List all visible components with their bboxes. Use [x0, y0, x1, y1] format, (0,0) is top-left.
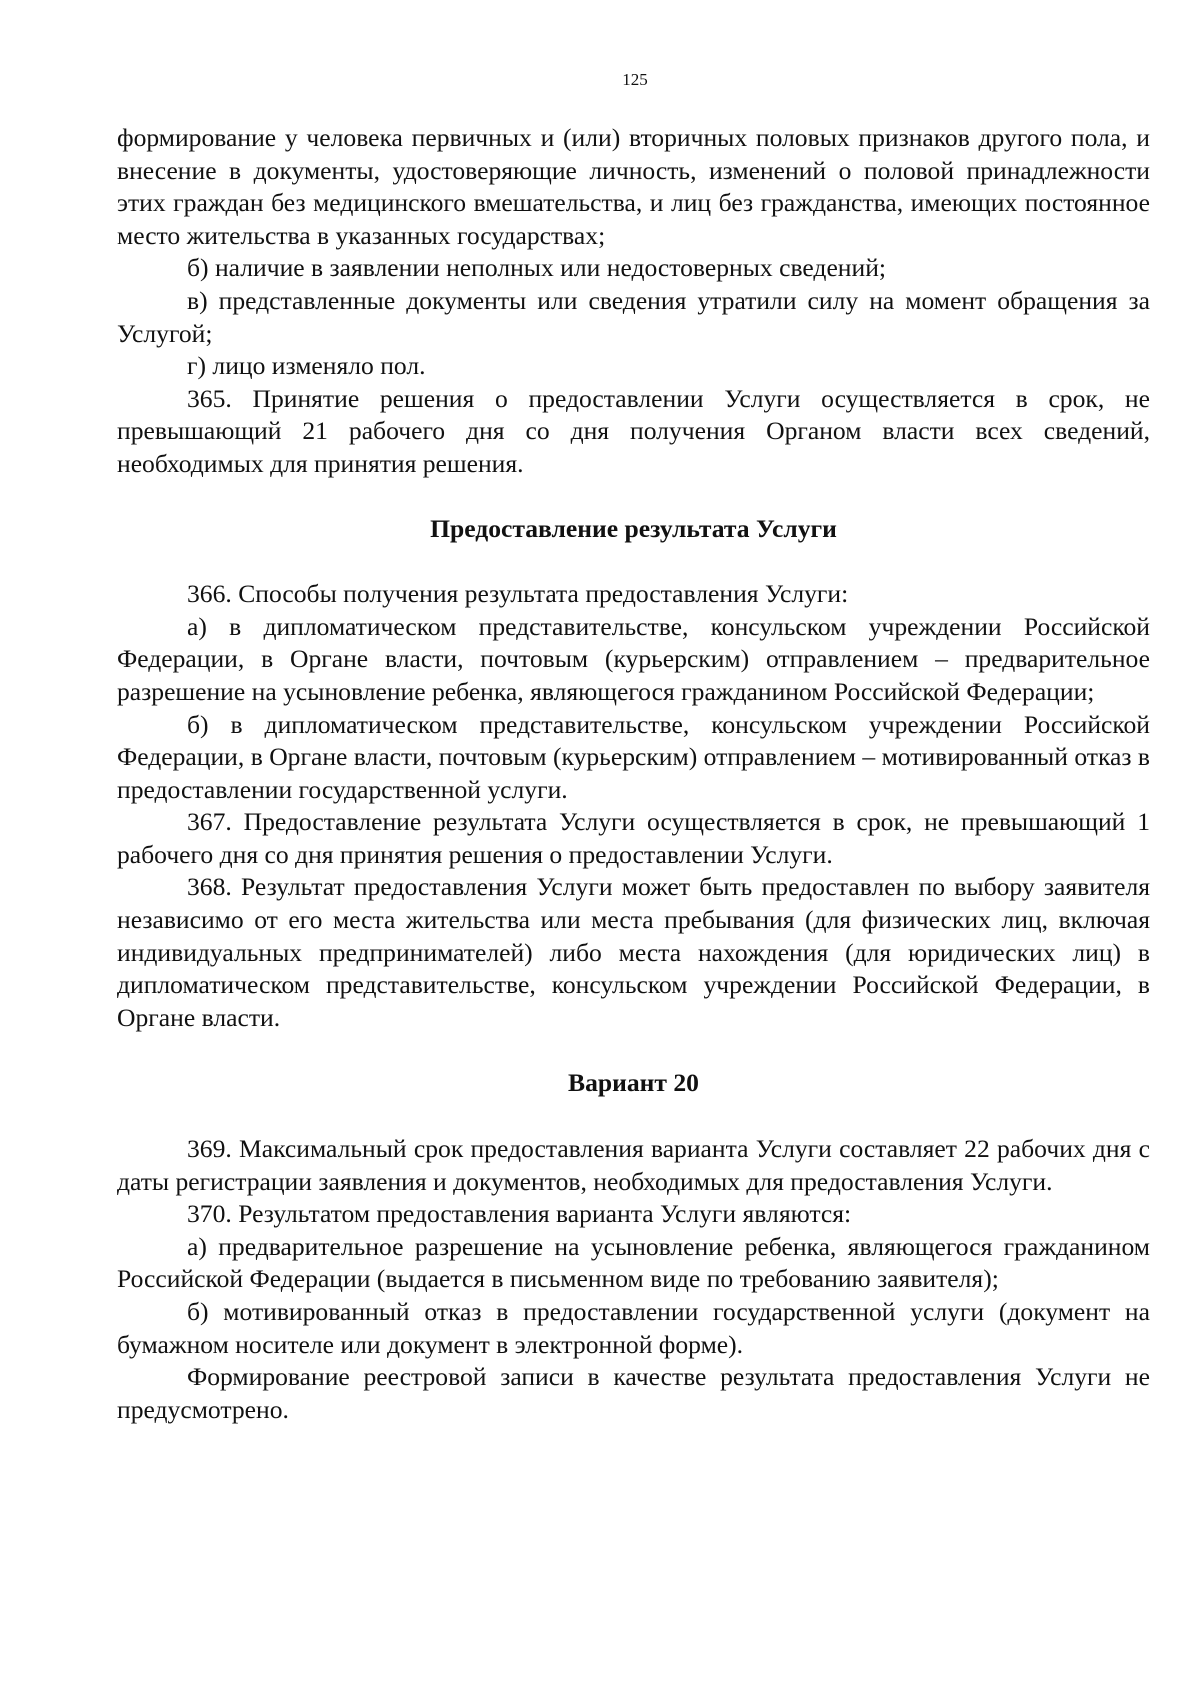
paragraph-registry-record: Формирование реестровой записи в качестве результата предоставления Услуги не предусмотрено.: [117, 1362, 1150, 1424]
paragraph-366-a: а) в дипломатическом представительстве, консульском учреждении Российской Федерации, в Органе власти, почтовым (курьерским) отправлением – предварительное разрешение на усыновление ребенка, являющегося гражданином Российской Федерации;: [117, 611, 1150, 706]
paragraph-366: 366. Способы получения результата предоставления Услуги:: [187, 579, 849, 609]
paragraph-item-v: в) представленные документы или сведения утратили силу на момент обращения за Услугой;: [117, 285, 1150, 348]
paragraph-365: 365. Принятие решения о предоставлении Услуги осуществляется в срок, не превышающий 21 рабочего дня со дня получения Органом власти всех сведений, необходимых для принятия решения.: [117, 383, 1150, 478]
paragraph-369: 369. Максимальный срок предоставления варианта Услуги составляет 22 рабочих дня с даты регистрации заявления и документов, необходимых для предоставления Услуги.: [117, 1134, 1150, 1196]
paragraph-item-g: г) лицо изменяло пол.: [187, 351, 426, 381]
paragraph-366-b: б) в дипломатическом представительстве, консульском учреждении Российской Федерации, в Органе власти, почтовым (курьерским) отправлением – мотивированный отказ в предоставлении государственной услуги.: [117, 709, 1150, 804]
paragraph-368: 368. Результат предоставления Услуги может быть предоставлен по выбору заявителя независимо от его места жительства или места пребывания (для физических лиц, включая индивидуальных предпринимателей) либо места нахождения (для юридических лиц) в дипломатическом представительстве, консульском учреждении Российской Федерации, в Органе власти.: [117, 872, 1150, 1032]
document-body: [117, 122, 1150, 1426]
paragraph-367: 367. Предоставление результата Услуги осуществляется в срок, не превышающий 1 рабочего дня со дня принятия решения о предоставлении Услуги.: [117, 807, 1150, 869]
section-heading-result: Предоставление результата Услуги: [430, 513, 837, 543]
page-number: 125: [622, 70, 648, 89]
paragraph-item-b: б) наличие в заявлении неполных или недостоверных сведений;: [187, 253, 887, 283]
paragraph-370-a: а) предварительное разрешение на усыновление ребенка, являющегося гражданином Российской Федерации (выдается в письменном виде по требованию заявителя);: [117, 1231, 1150, 1294]
paragraph-370-b: б) мотивированный отказ в предоставлении государственной услуги (документ на бумажном носителе или документ в электронной форме).: [117, 1297, 1150, 1359]
paragraph-continuation: формирование у человека первичных и (или) вторичных половых признаков другого пола, и внесение в документы, удостоверяющие личность, изменений о половой принадлежности этих граждан без медицинского вмешательства, и лиц без гражданства, имеющих постоянное место жительства в указанных государствах;: [117, 123, 1150, 250]
paragraph-370: 370. Результатом предоставления варианта Услуги являются:: [187, 1199, 852, 1229]
section-heading-variant: Вариант 20: [568, 1068, 699, 1098]
